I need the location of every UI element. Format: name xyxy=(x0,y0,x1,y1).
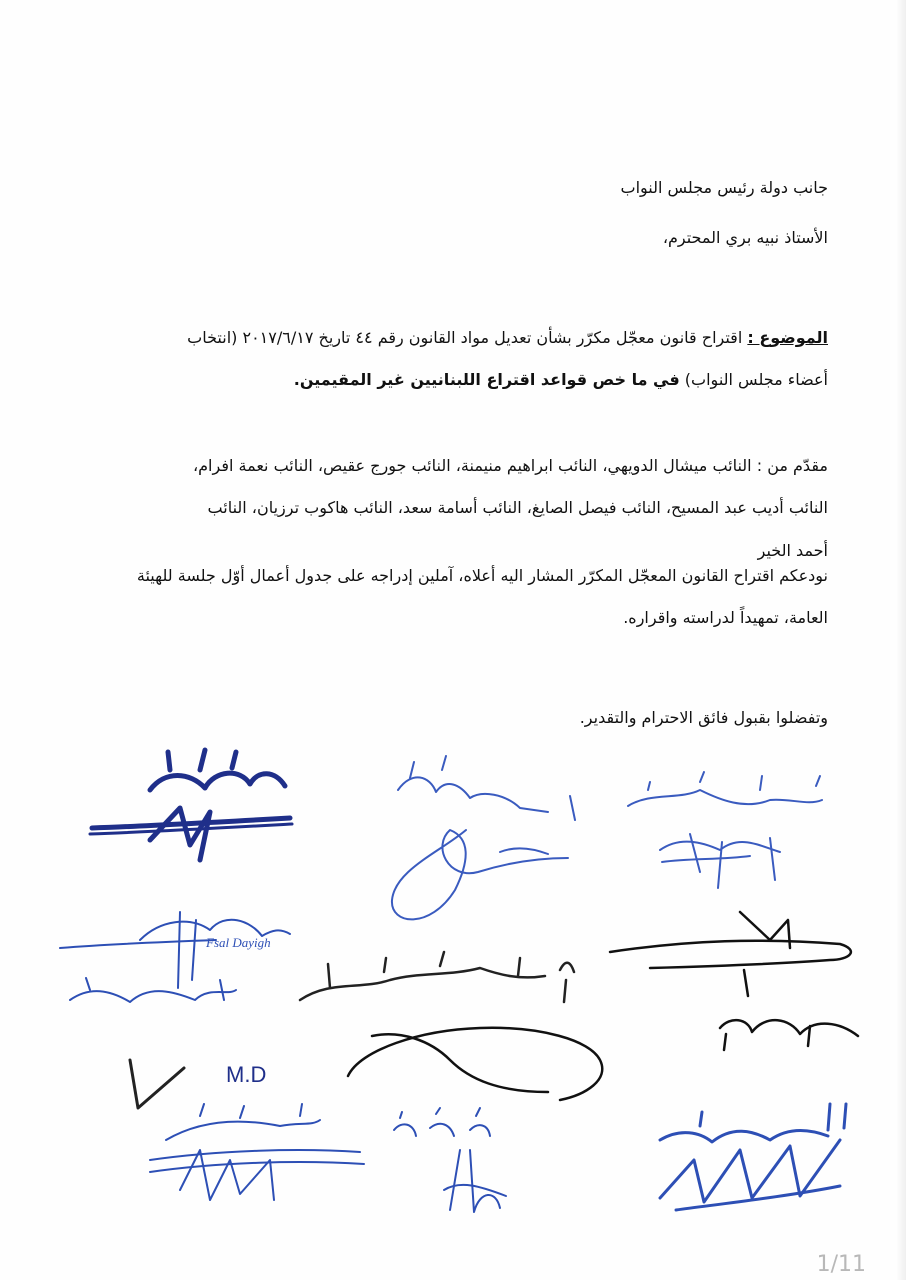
submitted-by-line-3: أحمد الخير xyxy=(757,541,828,560)
addressee-line-1: جانب دولة رئيس مجلس النواب xyxy=(620,178,828,197)
closing-line: وتفضلوا بقبول فائق الاحترام والتقدير. xyxy=(579,708,828,727)
page-indicator: 1/11 xyxy=(816,1252,866,1277)
addressee-line-2: الأستاذ نبيه بري المحترم، xyxy=(662,228,828,247)
signature-english-fragment: Fsal Dayigh xyxy=(206,935,271,950)
signature-faysal-sayegh xyxy=(60,912,290,1002)
signature-hagop-terzian xyxy=(394,1108,506,1212)
signature-loop-flourish xyxy=(348,1028,602,1100)
signature-ahmad-kheir xyxy=(150,1104,364,1200)
subject-text-bold: في ما خص قواعد اقتراع اللبنانيين غير المقيمين. xyxy=(293,370,680,389)
body-line-2: العامة، تمهيداً لدراسته واقراره. xyxy=(623,608,828,627)
subject-text: اقتراح قانون معجّل مكرّر بشأن تعديل مواد القانون رقم ٤٤ تاريخ ٢٠١٧/٦/١٧ (انتخاب xyxy=(187,328,748,347)
body-line-1: نودعكم اقتراح القانون المعجّل المكرّر المشار اليه أعلاه، آملين إدراجه على جدول أعمال أوّل جلسة للهيئة xyxy=(136,566,828,585)
submitted-by-line-2: النائب أديب عبد المسيح، النائب فيصل الصايغ، النائب أسامة سعد، النائب هاكوب ترزيان، النائب xyxy=(207,498,828,517)
signature-adib-abdelmassih xyxy=(300,952,574,1002)
signature-george-okais xyxy=(90,750,292,860)
subject-label: الموضوع : xyxy=(747,328,828,347)
subject-text-plain: أعضاء مجلس النواب) xyxy=(679,370,828,389)
signature-nehme-frem xyxy=(610,912,858,1050)
signature-ibrahim-mneimneh xyxy=(392,756,575,919)
submitted-by-line-1: مقدّم من : النائب ميشال الدويهي، النائب ابراهيم منيمنة، النائب جورج عقيص، النائب نعمة افرام، xyxy=(192,456,828,475)
signature-check-mark xyxy=(130,1060,184,1108)
signature-michel-douaihy xyxy=(628,772,822,888)
signature-md: M.D xyxy=(226,1062,267,1087)
signature-ossama-saad xyxy=(660,1104,846,1210)
